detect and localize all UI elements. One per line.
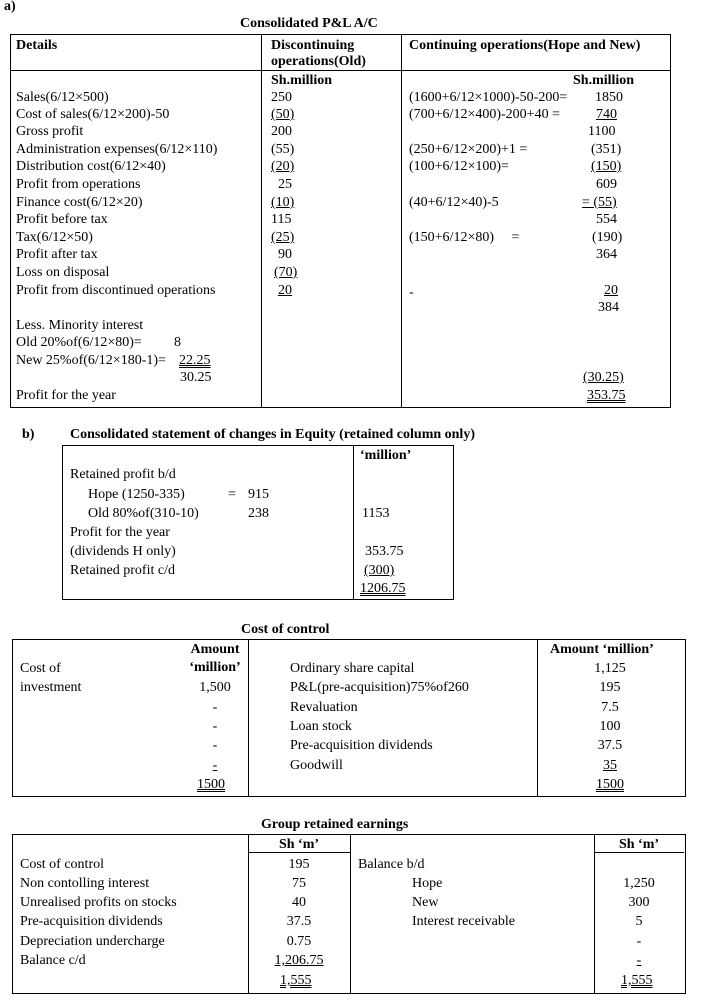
hdr-cont: Continuing operations(Hope and New): [409, 38, 641, 53]
coc-left-label-2: investment: [20, 680, 82, 695]
gre-right-label: Hope: [412, 876, 443, 891]
soce-old-label: Old 80%of(310-10): [88, 506, 199, 521]
minority-deduction: (30.25): [583, 370, 624, 385]
gre-left-value: 195: [288, 857, 310, 872]
part-b-label: b): [22, 427, 35, 442]
coc-left-hdr-2: ‘million’: [189, 660, 241, 675]
row-cont: = (55): [582, 195, 617, 210]
row-disc: 25: [278, 177, 292, 192]
row-calc: (250+6/12×200)+1 =: [409, 142, 528, 157]
row-disc: 90: [278, 247, 292, 262]
gre-left-label: Balance c/d: [20, 953, 86, 968]
unit-cont: Sh.million: [573, 73, 635, 88]
soce-old-value: 238: [248, 506, 269, 521]
hdr-disc-2: operations(Old): [271, 54, 366, 69]
gre-right-value: -: [636, 953, 642, 968]
row-label: Profit after tax: [16, 247, 98, 262]
row-label: Gross profit: [16, 124, 84, 139]
coc-left-total: 1500: [197, 777, 225, 792]
minority-new-value: 22.25: [179, 353, 211, 368]
row-label: Profit before tax: [16, 212, 108, 227]
gre-left-value: 1,206.75: [274, 953, 324, 968]
row-label: Sales(6/12×500): [16, 90, 109, 105]
gre-right-label: New: [412, 895, 439, 910]
row-cont: (351): [591, 142, 622, 157]
minority-heading: Less. Minority interest: [16, 318, 144, 333]
row-calc: (700+6/12×400)-200+40 =: [409, 107, 560, 122]
coc-left-value: -: [212, 758, 218, 773]
row-calc: (1600+6/12×1000)-50-200=: [409, 90, 568, 105]
profit-year-label: Profit for the year: [16, 388, 116, 403]
coc-left-value: -: [212, 700, 218, 715]
row-disc: 115: [271, 212, 292, 227]
gre-right-value: -: [636, 934, 642, 949]
row-calc: -: [409, 285, 414, 300]
hdr-details: Details: [16, 38, 58, 53]
coc-item-value: 7.5: [601, 700, 619, 715]
pl-title: Consolidated P&L A/C: [240, 16, 378, 31]
row-label: Profit from operations: [16, 177, 141, 192]
coc-item-label: Loan stock: [290, 719, 352, 734]
coc-item-label: Pre-acquisition dividends: [290, 738, 433, 753]
gre-left-total: 1,555: [280, 973, 312, 988]
row-cont: 740: [596, 107, 617, 122]
gre-left-label: Non contolling interest: [20, 876, 150, 891]
row-label: Distribution cost(6/12×40): [16, 159, 166, 174]
gre-left-label: Depreciation undercharge: [20, 934, 165, 949]
coc-left-label-1: Cost of: [20, 661, 61, 676]
gre-left-value: 0.75: [286, 934, 312, 949]
row-cont: 609: [596, 177, 617, 192]
coc-item-label: P&L(pre-acquisition)75%of260: [290, 680, 469, 695]
coc-item-value: 1,125: [594, 661, 626, 676]
soce-dividends: (dividends H only): [70, 544, 176, 559]
coc-item-value: 195: [599, 680, 621, 695]
gre-title: Group retained earnings: [261, 817, 409, 832]
profit-year-value: 353.75: [587, 388, 626, 403]
row-disc: (25): [271, 230, 295, 245]
gre-left-label: Cost of control: [20, 857, 104, 872]
minority-old-label: Old 20%of(6/12×80)=: [16, 335, 142, 350]
coc-item-label: Goodwill: [290, 758, 343, 773]
soce-retained-bd: Retained profit b/d: [70, 467, 176, 482]
gre-left-label: Unrealised profits on stocks: [20, 895, 177, 910]
gre-left-value: 40: [292, 895, 306, 910]
coc-left-value: -: [212, 719, 218, 734]
coc-title: Cost of control: [241, 622, 330, 637]
row-disc: (55): [271, 142, 295, 157]
soce-dividends-value: (300): [364, 563, 395, 578]
minority-total: 30.25: [180, 370, 212, 385]
gre-right-label: Interest receivable: [412, 914, 515, 929]
row-label: Cost of sales(6/12×200)-50: [16, 107, 170, 122]
coc-item-value: 100: [599, 719, 621, 734]
row-cont: (150): [591, 159, 622, 174]
row-label: Finance cost(6/12×20): [16, 195, 143, 210]
row-cont: 1850: [595, 90, 623, 105]
row-disc: (10): [271, 195, 295, 210]
row-disc: 200: [271, 124, 292, 139]
gre-left-label: Pre-acquisition dividends: [20, 914, 163, 929]
row-label: Administration expenses(6/12×110): [16, 142, 218, 157]
gre-right-value: 300: [628, 895, 650, 910]
coc-item-label: Revaluation: [290, 700, 358, 715]
soce-final: 1206.75: [360, 581, 406, 596]
soce-col-header: ‘million’: [360, 448, 412, 463]
gre-left-value: 37.5: [286, 914, 312, 929]
row-calc: (40+6/12×40)-5: [409, 195, 499, 210]
soce-hope-label: Hope (1250-335): [88, 487, 185, 502]
soce-subtotal: 1153: [362, 506, 390, 521]
coc-right-hdr: Amount ‘million’: [550, 642, 654, 657]
gre-right-total: 1,555: [621, 973, 653, 988]
coc-item-value: 35: [603, 758, 617, 773]
row-cont: 20: [604, 283, 618, 298]
gre-right-hdr: Sh ‘m’: [618, 837, 660, 852]
row-label: Tax(6/12×50): [16, 230, 93, 245]
soce-hope-value: 915: [248, 487, 269, 502]
row-disc: (50): [271, 107, 295, 122]
row-cont: 364: [596, 247, 617, 262]
gre-right-value: 5: [635, 914, 643, 929]
gre-right-value: 1,250: [623, 876, 655, 891]
row-label: Loss on disposal: [16, 265, 110, 280]
row-disc: (70): [274, 265, 298, 280]
row-cont: (190): [592, 230, 623, 245]
row-cont: 1100: [588, 124, 616, 139]
coc-left-hdr-1: Amount: [190, 642, 240, 657]
gre-right-heading: Balance b/d: [358, 857, 425, 872]
row-calc: (100+6/12×100)=: [409, 159, 509, 174]
coc-right-total: 1500: [596, 777, 624, 792]
row-disc: 250: [271, 90, 292, 105]
gre-left-value: 75: [292, 876, 306, 891]
unit-disc: Sh.million: [271, 73, 333, 88]
coc-left-value: -: [212, 738, 218, 753]
hdr-disc-1: Discontinuing: [271, 38, 355, 53]
subtotal-384: 384: [598, 300, 619, 315]
soce-profit-value: 353.75: [365, 544, 404, 559]
soce-hope-eq: =: [228, 487, 236, 502]
coc-item-label: Ordinary share capital: [290, 661, 415, 676]
part-a-label: a): [4, 0, 16, 14]
minority-new-label: New 25%of(6/12×180-1)=: [16, 353, 166, 368]
soce-profit-year: Profit for the year: [70, 525, 170, 540]
coc-item-value: 37.5: [597, 738, 623, 753]
row-cont: 554: [596, 212, 617, 227]
soce-retained-cd: Retained profit c/d: [70, 563, 175, 578]
minority-old-value: 8: [174, 335, 181, 350]
row-disc: (20): [271, 159, 295, 174]
soce-title: Consolidated statement of changes in Equity (retained column only): [70, 427, 475, 442]
coc-left-value: 1,500: [199, 680, 231, 695]
row-disc: 20: [278, 283, 292, 298]
gre-left-hdr: Sh ‘m’: [278, 837, 320, 852]
row-label: Profit from discontinued operations: [16, 283, 216, 298]
row-calc: (150+6/12×80) =: [409, 230, 520, 245]
